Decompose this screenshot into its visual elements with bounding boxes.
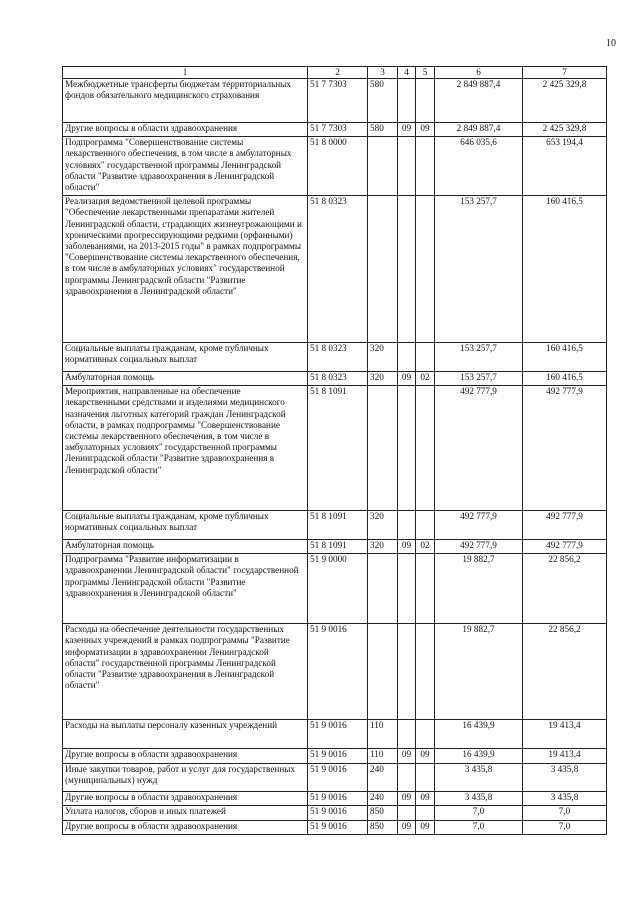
amount-col7: 492 777,9 xyxy=(523,511,607,540)
column-header-3: 3 xyxy=(368,67,398,79)
row-name: Мероприятия, направленные на обеспечение лекарственными средствами и изделиями медицинского назначения льготных категорий граждан Ленинградской области, в рамках подпрограммы "Совершенствование системы лекарственного обеспечения, в том числе в амбулаторных условиях" государственной программы Ленинградской области "Развитие здравоохранения в Ленинградской области" xyxy=(63,386,308,511)
subsection-code xyxy=(416,511,435,540)
expense-type-code: 580 xyxy=(368,79,398,123)
amount-col6: 153 257,7 xyxy=(435,343,523,372)
target-article-code: 51 8 1091 xyxy=(308,386,368,511)
row-name: Подпрограмма "Совершенствование системы лекарственного обеспечения, в том числе в амбулаторных условиях" государственной программы Ленинградской области "Развитие здравоохранения в Ленинградской области" xyxy=(63,137,308,196)
table-row xyxy=(63,806,607,821)
row-name: Другие вопросы в области здравоохранения xyxy=(63,749,308,764)
target-article-code: 51 9 0016 xyxy=(308,624,368,720)
amount-col7: 2 425 329,8 xyxy=(523,79,607,123)
expense-type-code: 850 xyxy=(368,821,398,835)
expense-type-code xyxy=(368,624,398,720)
amount-col6: 19 882,7 xyxy=(435,624,523,720)
amount-col7: 22 856,2 xyxy=(523,554,607,624)
section-code xyxy=(398,624,416,720)
column-header-4: 4 xyxy=(398,67,416,79)
subsection-code xyxy=(416,137,435,196)
amount-col6: 16 439,9 xyxy=(435,749,523,764)
amount-col6: 3 435,8 xyxy=(435,792,523,806)
expense-type-code: 240 xyxy=(368,764,398,792)
row-name: Другие вопросы в области здравоохранения xyxy=(63,792,308,806)
table-row xyxy=(63,343,607,372)
subsection-code xyxy=(416,343,435,372)
table-row xyxy=(63,123,607,137)
target-article-code: 51 7 7303 xyxy=(308,123,368,137)
expense-type-code: 580 xyxy=(368,123,398,137)
section-code xyxy=(398,806,416,821)
row-name: Расходы на выплаты персоналу казенных учреждений xyxy=(63,720,308,749)
section-code xyxy=(398,343,416,372)
section-code xyxy=(398,511,416,540)
amount-col6: 153 257,7 xyxy=(435,372,523,386)
target-article-code: 51 9 0000 xyxy=(308,554,368,624)
table-row xyxy=(63,720,607,749)
table-row xyxy=(63,764,607,792)
amount-col7: 3 435,8 xyxy=(523,792,607,806)
target-article-code: 51 8 0323 xyxy=(308,196,368,343)
expense-type-code xyxy=(368,386,398,511)
column-header-6: 6 xyxy=(435,67,523,79)
budget-table xyxy=(62,66,607,835)
row-name: Амбулаторная помощь xyxy=(63,372,308,386)
section-code xyxy=(398,386,416,511)
target-article-code: 51 9 0016 xyxy=(308,806,368,821)
table-row xyxy=(63,554,607,624)
row-name: Амбулаторная помощь xyxy=(63,540,308,554)
section-code: 09 xyxy=(398,540,416,554)
amount-col6: 492 777,9 xyxy=(435,511,523,540)
target-article-code: 51 7 7303 xyxy=(308,79,368,123)
amount-col6: 2 849 887,4 xyxy=(435,79,523,123)
section-code: 09 xyxy=(398,123,416,137)
table-row xyxy=(63,372,607,386)
amount-col6: 7,0 xyxy=(435,821,523,835)
section-code: 09 xyxy=(398,792,416,806)
amount-col7: 7,0 xyxy=(523,806,607,821)
expense-type-code: 320 xyxy=(368,540,398,554)
amount-col6: 16 439,9 xyxy=(435,720,523,749)
expense-type-code: 240 xyxy=(368,792,398,806)
expense-type-code: 320 xyxy=(368,343,398,372)
page-number: 10 xyxy=(606,38,616,49)
amount-col6: 153 257,7 xyxy=(435,196,523,343)
subsection-code xyxy=(416,806,435,821)
row-name: Уплата налогов, сборов и иных платежей xyxy=(63,806,308,821)
table-row xyxy=(63,511,607,540)
subsection-code: 02 xyxy=(416,540,435,554)
table-row xyxy=(63,196,607,343)
subsection-code: 09 xyxy=(416,749,435,764)
expense-type-code xyxy=(368,137,398,196)
target-article-code: 51 8 0323 xyxy=(308,372,368,386)
amount-col7: 7,0 xyxy=(523,821,607,835)
target-article-code: 51 8 0323 xyxy=(308,343,368,372)
amount-col7: 160 416,5 xyxy=(523,343,607,372)
subsection-code: 09 xyxy=(416,123,435,137)
target-article-code: 51 9 0016 xyxy=(308,764,368,792)
amount-col6: 7,0 xyxy=(435,806,523,821)
table-row xyxy=(63,386,607,511)
section-code: 09 xyxy=(398,372,416,386)
amount-col7: 22 856,2 xyxy=(523,624,607,720)
subsection-code xyxy=(416,720,435,749)
expense-type-code xyxy=(368,196,398,343)
amount-col6: 646 035,6 xyxy=(435,137,523,196)
row-name: Социальные выплаты гражданам, кроме публичных нормативных социальных выплат xyxy=(63,511,308,540)
amount-col7: 492 777,9 xyxy=(523,386,607,511)
row-name: Другие вопросы в области здравоохранения xyxy=(63,821,308,835)
table-row xyxy=(63,749,607,764)
subsection-code: 02 xyxy=(416,372,435,386)
column-header-7: 7 xyxy=(523,67,607,79)
target-article-code: 51 8 1091 xyxy=(308,511,368,540)
subsection-code: 09 xyxy=(416,821,435,835)
target-article-code: 51 8 0000 xyxy=(308,137,368,196)
table-row xyxy=(63,821,607,835)
expense-type-code: 320 xyxy=(368,372,398,386)
amount-col6: 19 882,7 xyxy=(435,554,523,624)
subsection-code xyxy=(416,386,435,511)
subsection-code xyxy=(416,554,435,624)
section-code xyxy=(398,554,416,624)
row-name: Межбюджетные трансферты бюджетам территориальных фондов обязательного медицинского страхования xyxy=(63,79,308,123)
table-row xyxy=(63,624,607,720)
table-row xyxy=(63,540,607,554)
amount-col7: 19 413,4 xyxy=(523,749,607,764)
section-code xyxy=(398,79,416,123)
amount-col6: 3 435,8 xyxy=(435,764,523,792)
expense-type-code: 850 xyxy=(368,806,398,821)
table-row xyxy=(63,792,607,806)
subsection-code xyxy=(416,624,435,720)
target-article-code: 51 9 0016 xyxy=(308,821,368,835)
column-header-2: 2 xyxy=(308,67,368,79)
amount-col7: 160 416,5 xyxy=(523,372,607,386)
expense-type-code xyxy=(368,554,398,624)
row-name: Другие вопросы в области здравоохранения xyxy=(63,123,308,137)
table-body xyxy=(63,79,607,835)
section-code xyxy=(398,764,416,792)
target-article-code: 51 8 1091 xyxy=(308,540,368,554)
amount-col7: 2 425 329,8 xyxy=(523,123,607,137)
table-row xyxy=(63,79,607,123)
amount-col7: 653 194,4 xyxy=(523,137,607,196)
row-name: Расходы на обеспечение деятельности государственных казенных учреждений в рамках подпрограммы "Развитие информатизации в здравоохранении Ленинградской области" государственной программы Ленинградской области "Развитие здравоохранения в Ленинградской области" xyxy=(63,624,308,720)
column-header-1: 1 xyxy=(63,67,308,79)
subsection-code xyxy=(416,79,435,123)
section-code: 09 xyxy=(398,821,416,835)
amount-col7: 492 777,9 xyxy=(523,540,607,554)
header-row xyxy=(63,67,607,79)
target-article-code: 51 9 0016 xyxy=(308,749,368,764)
subsection-code xyxy=(416,196,435,343)
section-code xyxy=(398,720,416,749)
row-name: Реализация ведомственной целевой программы "Обеспечение лекарственными препаратами жителей Ленинградской области, страдающих жизнеугрожающими и хроническими прогрессирующими редкими (орфанными) заболеваниями, на 2013-2015 годы" в рамках подпрограммы "Совершенствование системы лекарственного обеспечения, в том числе в амбулаторных условиях" государственной программы Ленинградской области "Развитие здравоохранения в Ленинградской области" xyxy=(63,196,308,343)
row-name: Подпрограмма "Развитие информатизации в здравоохранении Ленинградской области" государственной программы Ленинградской области "Развитие здравоохранения в Ленинградской области" xyxy=(63,554,308,624)
amount-col6: 492 777,9 xyxy=(435,386,523,511)
table-row xyxy=(63,137,607,196)
target-article-code: 51 9 0016 xyxy=(308,720,368,749)
subsection-code: 09 xyxy=(416,792,435,806)
amount-col6: 2 849 887,4 xyxy=(435,123,523,137)
column-header-5: 5 xyxy=(416,67,435,79)
section-code xyxy=(398,137,416,196)
target-article-code: 51 9 0016 xyxy=(308,792,368,806)
subsection-code xyxy=(416,764,435,792)
section-code: 09 xyxy=(398,749,416,764)
expense-type-code: 110 xyxy=(368,749,398,764)
expense-type-code: 110 xyxy=(368,720,398,749)
amount-col7: 19 413,4 xyxy=(523,720,607,749)
amount-col7: 160 416,5 xyxy=(523,196,607,343)
amount-col7: 3 435,8 xyxy=(523,764,607,792)
expense-type-code: 320 xyxy=(368,511,398,540)
section-code xyxy=(398,196,416,343)
row-name: Социальные выплаты гражданам, кроме публичных нормативных социальных выплат xyxy=(63,343,308,372)
amount-col6: 492 777,9 xyxy=(435,540,523,554)
row-name: Иные закупки товаров, работ и услуг для государственных (муниципальных) нужд xyxy=(63,764,308,792)
